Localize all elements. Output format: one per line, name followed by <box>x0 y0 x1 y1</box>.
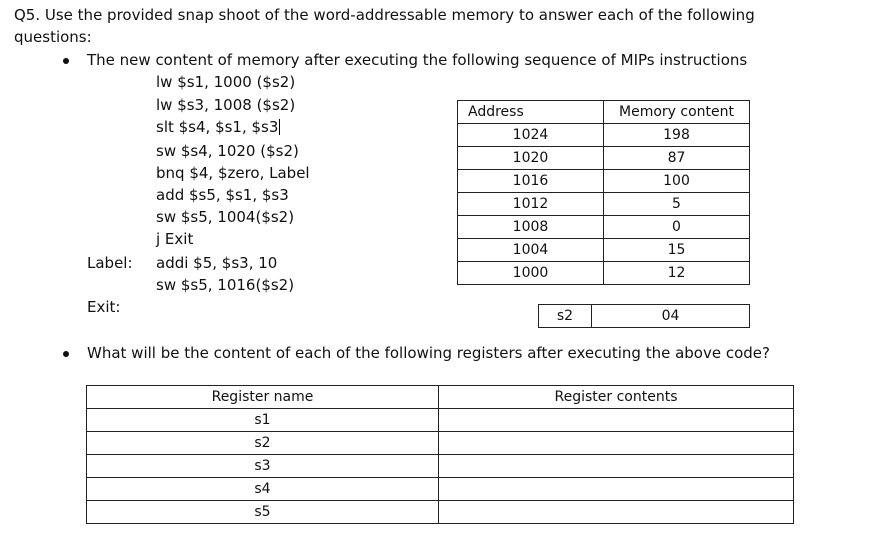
register-name-cell: s3 <box>87 455 439 478</box>
code-line: sw $s5, 1016($s2) <box>156 276 295 294</box>
code-line: sw $s5, 1004($s2) <box>156 208 295 226</box>
register-s2-value: 04 <box>592 305 750 328</box>
content-cell: 15 <box>604 239 750 262</box>
code-line: lw $s3, 1008 ($s2) <box>156 96 296 114</box>
registers-header-name: Register name <box>87 386 439 409</box>
bullet-2-text: What will be the content of each of the following registers after executing the above code? <box>87 344 770 362</box>
register-value-cell[interactable] <box>439 409 794 432</box>
address-cell: 1024 <box>458 124 604 147</box>
register-name-cell: s5 <box>87 501 439 524</box>
bullet-icon <box>63 351 69 357</box>
table-row <box>458 193 750 216</box>
content-cell: 87 <box>604 147 750 170</box>
memory-table <box>457 100 750 285</box>
register-name-cell: s4 <box>87 478 439 501</box>
code-line: add $s5, $s1, $s3 <box>156 186 289 204</box>
content-cell: 5 <box>604 193 750 216</box>
register-value-cell[interactable] <box>439 478 794 501</box>
register-name-cell: s1 <box>87 409 439 432</box>
bullet-1-text: The new content of memory after executing the following sequence of MIPs instructions <box>87 51 748 69</box>
address-cell: 1012 <box>458 193 604 216</box>
address-cell: 1020 <box>458 147 604 170</box>
content-cell: 198 <box>604 124 750 147</box>
table-row <box>87 478 794 501</box>
table-row <box>87 501 794 524</box>
code-line: bnq $4, $zero, Label <box>156 164 310 182</box>
code-line: slt $s4, $s1, $s3 <box>156 118 279 136</box>
address-cell: 1004 <box>458 239 604 262</box>
question-line-2: questions: <box>14 28 92 46</box>
exit-marker: Exit: <box>87 298 121 316</box>
table-row <box>458 216 750 239</box>
register-s2-name: s2 <box>539 305 592 328</box>
code-line: sw $s4, 1020 ($s2) <box>156 142 299 160</box>
table-row <box>87 409 794 432</box>
table-row <box>458 124 750 147</box>
question-line-1: Q5. Use the provided snap shoot of the word-addressable memory to answer each of the following <box>14 6 755 24</box>
table-row <box>458 147 750 170</box>
register-value-cell[interactable] <box>439 432 794 455</box>
register-name-cell: s2 <box>87 432 439 455</box>
label-marker: Label: <box>87 254 133 272</box>
table-row <box>87 432 794 455</box>
registers-header-contents: Register contents <box>439 386 794 409</box>
content-cell: 12 <box>604 262 750 285</box>
register-value-cell[interactable] <box>439 501 794 524</box>
table-row <box>87 455 794 478</box>
memory-header-content: Memory content <box>604 101 750 124</box>
content-cell: 0 <box>604 216 750 239</box>
register-s2-table <box>538 304 750 328</box>
table-row <box>458 262 750 285</box>
text-cursor <box>279 119 280 135</box>
address-cell: 1000 <box>458 262 604 285</box>
content-cell: 100 <box>604 170 750 193</box>
registers-table <box>86 385 794 524</box>
table-row <box>458 170 750 193</box>
table-row <box>458 239 750 262</box>
memory-header-address: Address <box>458 101 604 124</box>
code-line: addi $5, $s3, 10 <box>156 254 278 272</box>
code-line: lw $s1, 1000 ($s2) <box>156 73 296 91</box>
address-cell: 1016 <box>458 170 604 193</box>
bullet-icon <box>63 58 69 64</box>
register-value-cell[interactable] <box>439 455 794 478</box>
address-cell: 1008 <box>458 216 604 239</box>
code-line: j Exit <box>156 230 194 248</box>
